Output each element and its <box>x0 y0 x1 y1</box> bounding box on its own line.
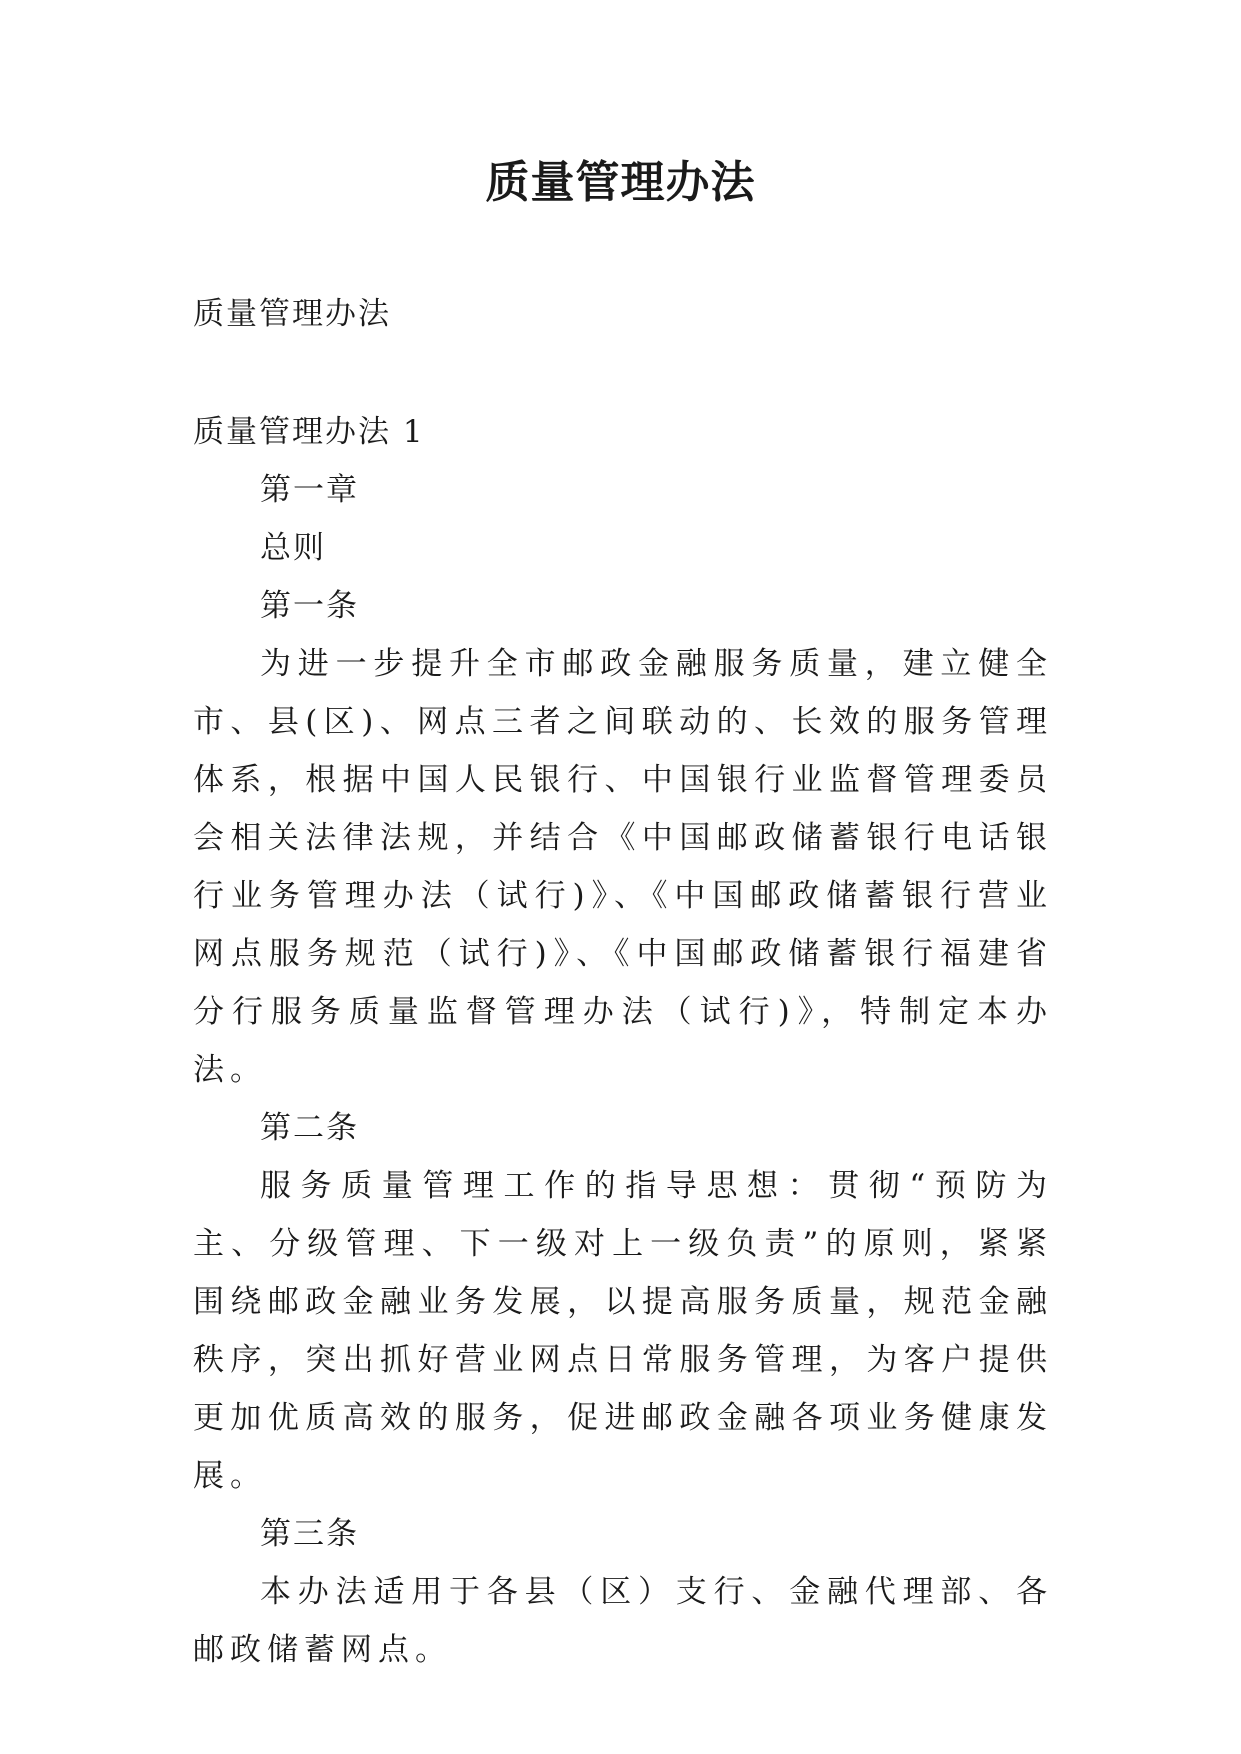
document-body <box>193 285 1053 1679</box>
document-subtitle: 质量管理办法 <box>193 296 391 332</box>
section-heading: 质量管理办法 1 <box>193 414 425 450</box>
document-title: 质量管理办法 <box>485 157 756 208</box>
article-3-text: 本办法适用于各县（区）支行、金融代理部、各邮政储蓄网点。 <box>193 1574 1053 1668</box>
chapter-number: 第一章 <box>260 472 359 508</box>
article-2-label: 第二条 <box>260 1110 359 1146</box>
spacer <box>193 343 1053 403</box>
article-1-text: 为进一步提升全市邮政金融服务质量，建立健全市、县(区)、网点三者之间联动的、长效的服务管理体系，根据中国人民银行、中国银行业监督管理委员会相关法律法规，并结合《中国邮政储蓄银行电话银行业务管理办法（试行)》、《中国邮政储蓄银行营业网点服务规范（试行)》、《中国邮政储蓄银行福建省分行服务质量监督管理办法（试行)》，特制定本办法。 <box>193 646 1053 1088</box>
article-3-label: 第三条 <box>260 1516 359 1552</box>
chapter-name: 总则 <box>260 530 326 566</box>
article-2-text: 服务质量管理工作的指导思想：贯彻“预防为主、分级管理、下一级对上一级负责”的原则，紧紧围绕邮政金融业务发展，以提高服务质量，规范金融秩序，突出抓好营业网点日常服务管理，为客户提供更加优质高效的服务，促进邮政金融各项业务健康发展。 <box>193 1168 1053 1494</box>
article-1-label: 第一条 <box>260 588 359 624</box>
